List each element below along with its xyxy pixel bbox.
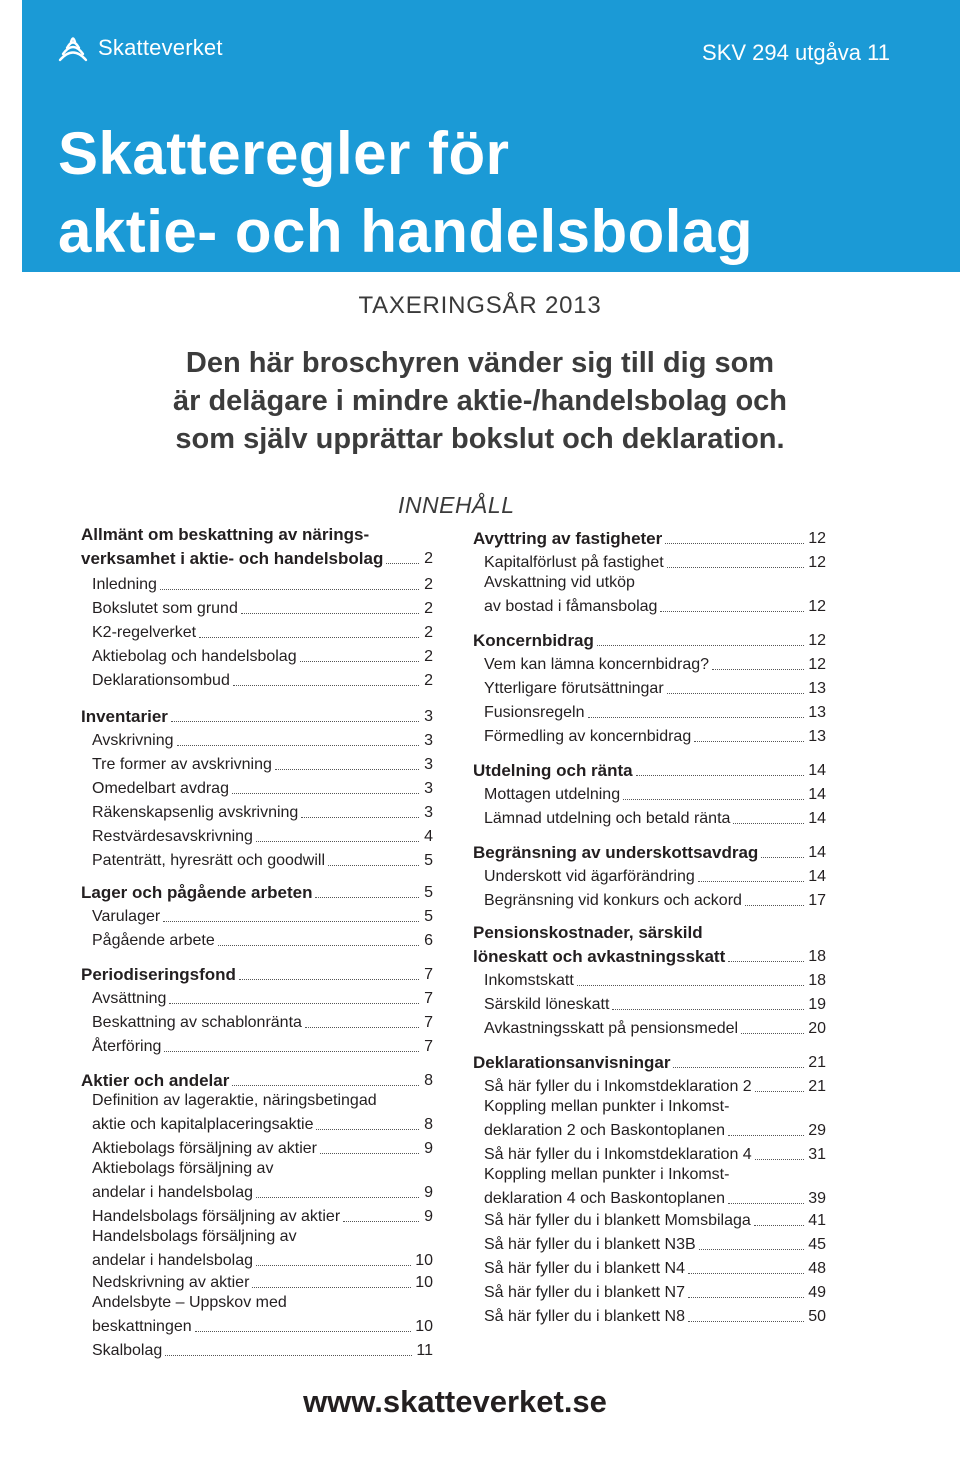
toc-page-number: 12	[808, 554, 826, 571]
dot-leader	[688, 1297, 804, 1298]
toc-entry-label: Skalbolag	[92, 1342, 163, 1359]
toc-page-number: 14	[808, 868, 826, 885]
toc-entry[interactable]	[92, 670, 433, 692]
toc-entry-label: Så här fyller du i Inkomstdeklaration 2	[484, 1078, 752, 1095]
toc-page-number: 2	[424, 600, 433, 617]
toc-page-number: 13	[808, 680, 826, 697]
dot-leader	[660, 611, 804, 612]
toc-entry[interactable]	[484, 678, 826, 700]
toc-entry[interactable]	[92, 730, 433, 752]
toc-page-number: 29	[808, 1122, 826, 1139]
dot-leader	[233, 685, 419, 686]
toc-page-number: 13	[808, 728, 826, 745]
dot-leader	[699, 1249, 805, 1250]
toc-page-number: 7	[424, 990, 433, 1007]
dot-leader	[612, 1009, 804, 1010]
toc-entry[interactable]	[92, 778, 433, 800]
dot-leader	[256, 1265, 411, 1266]
toc-page-number: 48	[808, 1260, 826, 1277]
toc-entry-label: Omedelbart avdrag	[92, 780, 229, 797]
website-url[interactable]: www.skatteverket.se	[303, 1384, 607, 1419]
dot-leader	[623, 799, 804, 800]
toc-entry[interactable]	[484, 1258, 826, 1280]
dot-leader	[305, 1027, 419, 1028]
toc-page-number: 7	[424, 1038, 433, 1055]
toc-page-number: 12	[808, 598, 826, 615]
dot-leader	[688, 1321, 804, 1322]
toc-page-number: 10	[415, 1274, 433, 1291]
toc-entry[interactable]	[484, 1098, 826, 1142]
toc-entry-label: Inventarier	[81, 707, 168, 726]
toc-entry[interactable]	[92, 1206, 433, 1228]
toc-page-number: 2	[424, 672, 433, 689]
toc-entry-label: Så här fyller du i blankett N7	[484, 1284, 685, 1301]
toc-entry[interactable]	[92, 646, 433, 668]
toc-entry-label-line1: Koppling mellan punkter i Inkomst-	[484, 1166, 730, 1183]
dot-leader	[688, 1273, 804, 1274]
toc-entry[interactable]	[92, 906, 433, 928]
document-id: SKV 294 utgåva 11	[702, 40, 890, 65]
toc-entry[interactable]	[484, 1282, 826, 1304]
toc-entry-label: aktie och kapitalplaceringsaktie	[92, 1116, 314, 1133]
toc-entry-label: Deklarationsombud	[92, 672, 230, 689]
toc-entry[interactable]	[484, 1018, 826, 1040]
toc-entry-label: Förmedling av koncernbidrag	[484, 728, 692, 745]
toc-entry-label: Avsättning	[92, 990, 167, 1007]
toc-entry-label: Nedskrivning av aktier	[92, 1274, 250, 1291]
toc-entry[interactable]	[484, 1076, 826, 1098]
toc-entry-label: Så här fyller du i blankett N4	[484, 1260, 685, 1277]
toc-page-number: 3	[424, 756, 433, 773]
dot-leader	[694, 741, 804, 742]
toc-entry-label: Koncernbidrag	[473, 631, 594, 650]
toc-entry[interactable]	[484, 726, 826, 748]
toc-page-number: 2	[424, 624, 433, 641]
toc-entry-label: Vem kan lämna koncernbidrag?	[484, 656, 710, 673]
toc-page-number: 14	[808, 810, 826, 827]
toc-entry-label-line1: Andelsbyte – Uppskov med	[92, 1294, 287, 1311]
toc-entry[interactable]	[484, 552, 826, 574]
toc-entry-label: Återföring	[92, 1038, 162, 1055]
toc-entry-label: Bokslutet som grund	[92, 600, 238, 617]
toc-entry[interactable]	[92, 754, 433, 776]
dot-leader	[199, 637, 419, 638]
toc-entry-label: Lämnad utdelning och betald ränta	[484, 810, 731, 827]
toc-entry-label: andelar i handelsbolag	[92, 1252, 254, 1269]
toc-entry-label: Deklarationsanvisningar	[473, 1053, 671, 1072]
toc-entry[interactable]	[484, 1144, 826, 1166]
toc-page-number: 6	[424, 932, 433, 949]
toc-page-number: 7	[424, 1014, 433, 1031]
toc-entry-label: Avskrivning	[92, 732, 174, 749]
toc-entry[interactable]	[92, 826, 433, 848]
toc-entry-label: Aktiebolags försäljning av aktier	[92, 1140, 318, 1157]
toc-entry-label: Utdelning och ränta	[473, 761, 633, 780]
toc-entry[interactable]	[92, 1294, 433, 1338]
toc-page-number: 45	[808, 1236, 826, 1253]
toc-entry[interactable]	[484, 574, 826, 618]
toc-page-number: 10	[415, 1318, 433, 1335]
dot-leader	[343, 1221, 419, 1222]
dot-leader	[241, 613, 419, 614]
toc-page-number: 18	[808, 972, 826, 989]
toc-entry-label: Så här fyller du i blankett Momsbilaga	[484, 1212, 751, 1229]
dot-leader	[232, 1085, 419, 1086]
toc-entry-label: Särskild löneskatt	[484, 996, 610, 1013]
toc-page-number: 49	[808, 1284, 826, 1301]
toc-entry[interactable]	[484, 994, 826, 1016]
toc-entry-label: Så här fyller du i Inkomstdeklaration 4	[484, 1146, 752, 1163]
toc-page-number: 14	[808, 844, 826, 861]
toc-entry-label: Fusionsregeln	[484, 704, 585, 721]
logo-text: Skatteverket	[98, 35, 223, 60]
toc-entry-label: av bostad i fåmansbolag	[484, 598, 658, 615]
toc-section[interactable]	[81, 706, 433, 728]
toc-page-number: 41	[808, 1212, 826, 1229]
toc-page-number: 20	[808, 1020, 826, 1037]
dot-leader	[165, 1355, 412, 1356]
toc-section[interactable]	[473, 842, 826, 864]
toc-page-number: 14	[808, 786, 826, 803]
toc-entry[interactable]	[92, 598, 433, 620]
toc-entry-label: Räkenskapsenlig avskrivning	[92, 804, 299, 821]
toc-page-number: 31	[808, 1146, 826, 1163]
dot-leader	[300, 661, 419, 662]
dot-leader	[698, 881, 804, 882]
dot-leader	[320, 1153, 419, 1154]
toc-entry-label: Underskott vid ägarförändring	[484, 868, 695, 885]
toc-entry-label: Pågående arbete	[92, 932, 215, 949]
dot-leader	[755, 1159, 805, 1160]
title-line: Skatteregler för	[58, 120, 510, 187]
dot-leader	[316, 1129, 419, 1130]
toc-entry[interactable]	[484, 702, 826, 724]
dot-leader	[673, 1067, 804, 1068]
dot-leader	[177, 745, 419, 746]
toc-entry-label: K2-regelverket	[92, 624, 197, 641]
dot-leader	[169, 1003, 419, 1004]
toc-entry-label: Tre former av avskrivning	[92, 756, 272, 773]
intro-line: är delägare i mindre aktie-/handelsbolag och	[172, 385, 787, 417]
toc-entry[interactable]	[92, 930, 433, 952]
dot-leader	[256, 1197, 419, 1198]
toc-entry-label-line1: Koppling mellan punkter i Inkomst-	[484, 1098, 730, 1115]
toc-right-column	[473, 0, 826, 1400]
toc-section[interactable]	[81, 525, 433, 570]
tax-year: TAXERINGSÅR 2013	[358, 292, 602, 319]
dot-leader	[301, 817, 419, 818]
toc-section[interactable]	[473, 923, 826, 968]
toc-entry[interactable]	[92, 622, 433, 644]
toc-entry[interactable]	[92, 1272, 433, 1294]
toc-section[interactable]	[473, 630, 826, 652]
toc-page-number: 9	[424, 1140, 433, 1157]
dot-leader	[755, 1091, 805, 1092]
toc-entry[interactable]	[484, 1234, 826, 1256]
intro-line: som själv upprättar bokslut och deklaration.	[175, 423, 785, 455]
toc-section[interactable]	[473, 760, 826, 782]
dot-leader	[728, 961, 804, 962]
toc-entry[interactable]	[92, 1092, 433, 1136]
toc-page-number: 21	[808, 1078, 826, 1095]
toc-entry-label: Inkomstskatt	[484, 972, 574, 989]
toc-entry[interactable]	[484, 890, 826, 912]
dot-leader	[252, 1287, 411, 1288]
toc-page-number: 8	[424, 1072, 433, 1089]
toc-left-column	[81, 0, 433, 1400]
dot-leader	[667, 693, 805, 694]
dot-leader	[315, 897, 419, 898]
toc-entry-label: Kapitalförlust på fastighet	[484, 554, 664, 571]
toc-entry[interactable]	[484, 866, 826, 888]
toc-page-number: 50	[808, 1308, 826, 1325]
toc-page-number: 12	[808, 656, 826, 673]
dot-leader	[275, 769, 419, 770]
dot-leader	[328, 865, 419, 866]
toc-page-number: 17	[808, 892, 826, 909]
toc-page-number: 2	[424, 550, 433, 567]
toc-entry[interactable]	[92, 1228, 433, 1272]
dot-leader	[667, 567, 805, 568]
toc-page-number: 3	[424, 708, 433, 725]
toc-entry[interactable]	[484, 1210, 826, 1232]
dot-leader	[577, 985, 804, 986]
toc-entry[interactable]	[484, 808, 826, 830]
toc-entry[interactable]	[92, 1340, 433, 1362]
toc-entry-label: Patenträtt, hyresrätt och goodwill	[92, 852, 326, 869]
intro-line: Den här broschyren vänder sig till dig som	[185, 347, 775, 379]
toc-entry-label: Så här fyller du i blankett N8	[484, 1308, 685, 1325]
title-line: aktie- och handelsbolag	[58, 198, 753, 265]
toc-entry-label: Inledning	[92, 576, 157, 593]
toc-entry-label: Begränsning av underskottsavdrag	[473, 843, 759, 862]
toc-entry-label: Handelsbolags försäljning av aktier	[92, 1208, 341, 1225]
dot-leader	[239, 979, 419, 980]
toc-entry[interactable]	[484, 654, 826, 676]
dot-leader	[733, 823, 804, 824]
toc-entry-label: Så här fyller du i blankett N3B	[484, 1236, 696, 1253]
toc-entry-label: deklaration 2 och Baskontoplanen	[484, 1122, 726, 1139]
toc-entry-label: Avkastningsskatt på pensionsmedel	[484, 1020, 739, 1037]
toc-section[interactable]	[81, 964, 433, 986]
dot-leader	[171, 721, 419, 722]
toc-entry[interactable]	[92, 988, 433, 1010]
toc-section[interactable]	[473, 1052, 826, 1074]
dot-leader	[386, 563, 419, 564]
dot-leader	[232, 793, 419, 794]
toc-entry-label: Periodiseringsfond	[81, 965, 236, 984]
dot-leader	[218, 945, 419, 946]
toc-page-number: 11	[416, 1342, 433, 1359]
dot-leader	[588, 717, 805, 718]
toc-entry-label: deklaration 4 och Baskontoplanen	[484, 1190, 726, 1207]
toc-entry[interactable]	[484, 1166, 826, 1210]
toc-page-number: 9	[424, 1208, 433, 1225]
dot-leader	[597, 645, 804, 646]
toc-section[interactable]	[473, 528, 826, 550]
toc-page-number: 39	[808, 1190, 826, 1207]
toc-page-number: 9	[424, 1184, 433, 1201]
dot-leader	[636, 775, 805, 776]
toc-entry-label: andelar i handelsbolag	[92, 1184, 254, 1201]
toc-entry[interactable]	[92, 1138, 433, 1160]
toc-entry[interactable]	[92, 850, 433, 872]
dot-leader	[665, 543, 804, 544]
toc-page-number: 19	[808, 996, 826, 1013]
dot-leader	[728, 1135, 804, 1136]
toc-entry-label: Aktier och andelar	[81, 1071, 230, 1090]
toc-section[interactable]	[81, 1070, 433, 1092]
toc-page-number: 18	[808, 948, 826, 965]
toc-entry[interactable]	[92, 1036, 433, 1058]
dot-leader	[164, 1051, 419, 1052]
toc-page-number: 13	[808, 704, 826, 721]
toc-page-number: 12	[808, 632, 826, 649]
toc-page-number: 5	[424, 884, 433, 901]
toc-entry[interactable]	[484, 1306, 826, 1328]
toc-page-number: 5	[424, 852, 433, 869]
toc-entry-label-line1: Allmänt om beskattning av närings-	[81, 525, 370, 544]
toc-page-number: 14	[808, 762, 826, 779]
toc-entry[interactable]	[92, 802, 433, 824]
toc-entry-label-line1: Avskattning vid utköp	[484, 574, 635, 591]
toc-entry-label: Avyttring av fastigheter	[473, 529, 663, 548]
dot-leader	[745, 905, 804, 906]
toc-page-number: 7	[424, 966, 433, 983]
toc-entry[interactable]	[92, 1012, 433, 1034]
dot-leader	[256, 841, 419, 842]
toc-entry[interactable]	[92, 574, 433, 596]
toc-page-number: 2	[424, 648, 433, 665]
toc-entry-label: Ytterligare förutsättningar	[484, 680, 664, 697]
toc-page-number: 12	[808, 530, 826, 547]
toc-page-number: 3	[424, 732, 433, 749]
dot-leader	[761, 857, 804, 858]
toc-entry-label: verksamhet i aktie- och handelsbolag	[81, 549, 384, 568]
toc-entry-label: Mottagen utdelning	[484, 786, 621, 803]
dot-leader	[712, 669, 804, 670]
dot-leader	[163, 921, 419, 922]
toc-page-number: 3	[424, 780, 433, 797]
toc-page-number: 5	[424, 908, 433, 925]
toc-entry-label: Begränsning vid konkurs och ackord	[484, 892, 742, 909]
toc-page-number: 8	[424, 1116, 433, 1133]
dot-leader	[728, 1203, 804, 1204]
toc-entry-label-line1: Handelsbolags försäljning av	[92, 1228, 297, 1245]
toc-entry-label: beskattningen	[92, 1318, 192, 1335]
toc-page-number: 3	[424, 804, 433, 821]
toc-page-number: 2	[424, 576, 433, 593]
toc-entry[interactable]	[484, 970, 826, 992]
dot-leader	[195, 1331, 412, 1332]
dot-leader	[160, 589, 419, 590]
toc-entry-label-line1: Aktiebolags försäljning av	[92, 1160, 274, 1177]
toc-page-number: 10	[415, 1252, 433, 1269]
dot-leader	[741, 1033, 804, 1034]
toc-entry[interactable]	[484, 784, 826, 806]
toc-entry-label-line1: Pensionskostnader, särskild	[473, 923, 703, 942]
toc-entry-label: löneskatt och avkastningsskatt	[473, 947, 726, 966]
toc-heading: INNEHÅLL	[398, 492, 515, 518]
toc-entry-label: Lager och pågående arbeten	[81, 883, 313, 902]
toc-entry-label-line1: Definition av lageraktie, näringsbetingad	[92, 1092, 377, 1109]
toc-entry-label: Beskattning av schablonränta	[92, 1014, 302, 1031]
dot-leader	[754, 1225, 804, 1226]
toc-page-number: 21	[808, 1054, 826, 1071]
toc-section[interactable]	[81, 882, 433, 904]
toc-entry-label: Varulager	[92, 908, 161, 925]
toc-entry[interactable]	[92, 1160, 433, 1204]
toc-entry-label: Aktiebolag och handelsbolag	[92, 648, 297, 665]
toc-page-number: 4	[424, 828, 433, 845]
toc-entry-label: Restvärdesavskrivning	[92, 828, 253, 845]
